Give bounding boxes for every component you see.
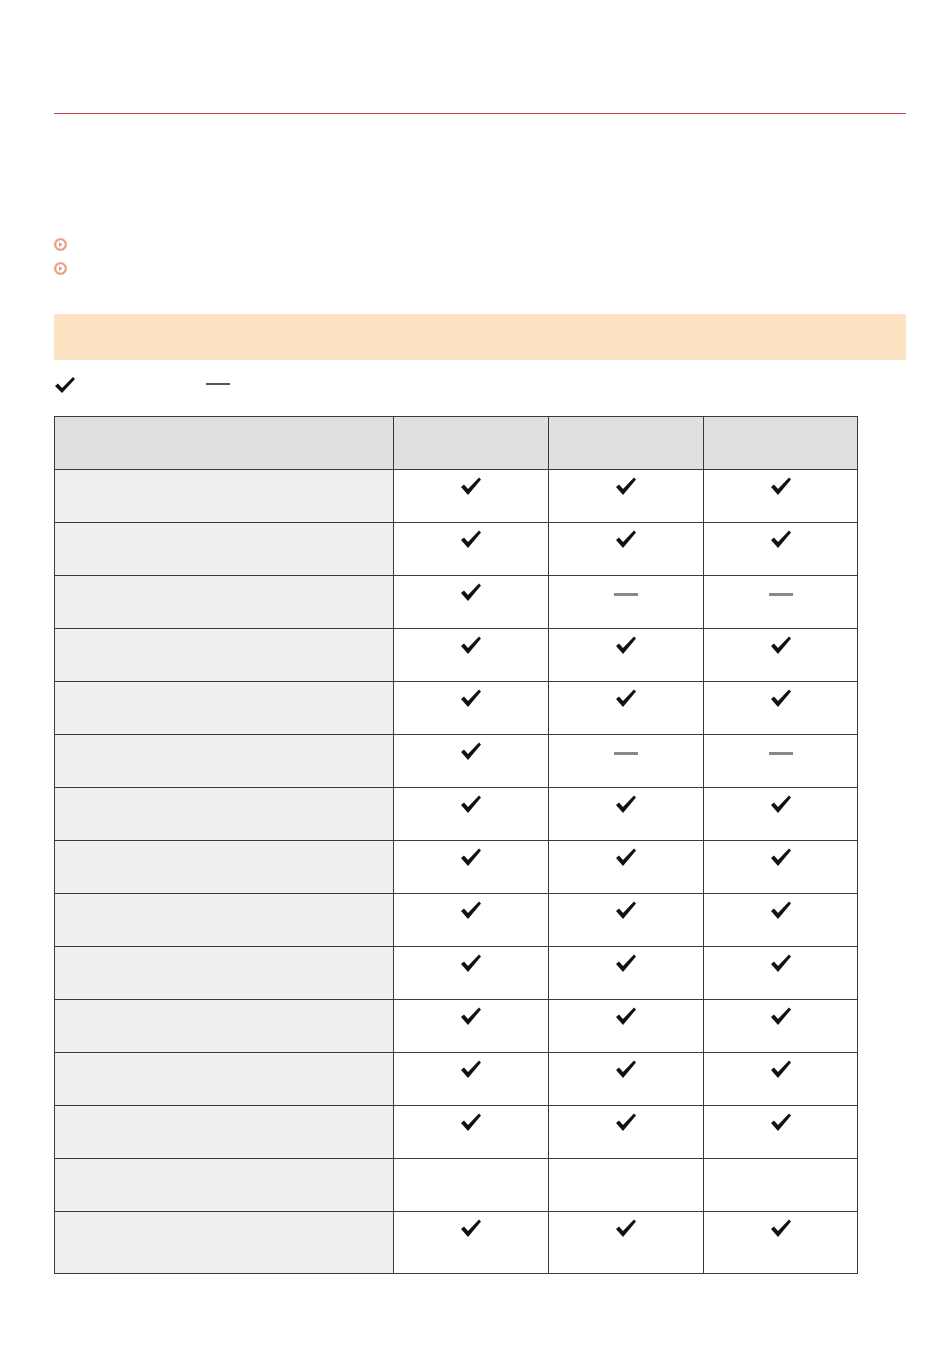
feature-label-cell — [55, 1212, 394, 1274]
check-icon — [460, 688, 482, 713]
feature-label-cell — [55, 576, 394, 629]
check-icon — [460, 476, 482, 501]
title-underline — [54, 113, 906, 114]
support-cell — [394, 523, 549, 576]
check-icon — [615, 1059, 637, 1084]
support-cell — [549, 629, 704, 682]
check-icon — [770, 1112, 792, 1137]
check-icon — [615, 688, 637, 713]
check-icon — [770, 1218, 792, 1243]
feature-label-cell — [55, 523, 394, 576]
support-cell — [704, 682, 858, 735]
support-cell — [704, 1106, 858, 1159]
support-cell — [549, 523, 704, 576]
support-cell — [549, 788, 704, 841]
feature-label-cell — [55, 682, 394, 735]
feature-label-cell — [55, 894, 394, 947]
table-row — [55, 1000, 858, 1053]
check-icon — [460, 529, 482, 554]
check-icon — [460, 1112, 482, 1137]
check-icon — [460, 900, 482, 925]
support-cell — [549, 841, 704, 894]
table-row — [55, 470, 858, 523]
section-heading-banner — [54, 314, 906, 360]
support-cell — [549, 1159, 704, 1212]
table-row — [55, 682, 858, 735]
table-row — [55, 788, 858, 841]
check-icon — [770, 900, 792, 925]
check-icon — [770, 529, 792, 554]
check-icon — [460, 847, 482, 872]
feature-label-cell — [55, 629, 394, 682]
table-row — [55, 841, 858, 894]
check-icon — [460, 1059, 482, 1084]
check-icon — [770, 476, 792, 501]
support-cell — [394, 947, 549, 1000]
support-cell — [549, 1212, 704, 1274]
legend — [54, 375, 354, 395]
check-icon — [615, 476, 637, 501]
support-cell — [394, 1053, 549, 1106]
check-icon — [460, 582, 482, 607]
check-icon — [770, 1059, 792, 1084]
related-link-1[interactable] — [54, 238, 70, 252]
table-row — [55, 947, 858, 1000]
check-icon — [460, 1218, 482, 1243]
support-cell — [394, 1212, 549, 1274]
support-cell — [704, 1159, 858, 1212]
support-cell — [704, 576, 858, 629]
check-icon — [770, 688, 792, 713]
support-cell — [394, 682, 549, 735]
feature-label-cell — [55, 788, 394, 841]
check-icon — [615, 1112, 637, 1137]
support-cell — [394, 470, 549, 523]
table-row — [55, 894, 858, 947]
support-cell — [549, 1000, 704, 1053]
feature-label-cell — [55, 1106, 394, 1159]
support-cell — [394, 841, 549, 894]
table-row — [55, 1053, 858, 1106]
header-cell-col1 — [394, 417, 549, 470]
dash-icon — [769, 593, 793, 596]
check-icon — [460, 953, 482, 978]
check-icon — [54, 376, 76, 399]
support-cell — [549, 735, 704, 788]
dash-icon — [614, 593, 638, 596]
check-icon — [770, 635, 792, 660]
support-cell — [394, 1106, 549, 1159]
table-row — [55, 1212, 858, 1274]
feature-label-cell — [55, 1053, 394, 1106]
support-cell — [394, 894, 549, 947]
support-cell — [549, 576, 704, 629]
feature-label-cell — [55, 470, 394, 523]
support-cell — [394, 629, 549, 682]
related-link-2[interactable] — [54, 262, 70, 276]
feature-label-cell — [55, 1159, 394, 1212]
check-icon — [615, 953, 637, 978]
support-cell — [549, 470, 704, 523]
header-cell-feature — [55, 417, 394, 470]
support-cell — [704, 1053, 858, 1106]
check-icon — [460, 1006, 482, 1031]
support-cell — [704, 629, 858, 682]
feature-label-cell — [55, 841, 394, 894]
feature-label-cell — [55, 947, 394, 1000]
support-cell — [704, 894, 858, 947]
circle-arrow-right-icon — [54, 238, 70, 251]
support-cell — [704, 523, 858, 576]
check-icon — [615, 529, 637, 554]
support-cell — [394, 735, 549, 788]
table-row — [55, 1106, 858, 1159]
check-icon — [460, 741, 482, 766]
support-cell — [549, 894, 704, 947]
table-row — [55, 735, 858, 788]
feature-label-cell — [55, 1000, 394, 1053]
support-cell — [704, 735, 858, 788]
check-icon — [770, 794, 792, 819]
support-cell — [704, 470, 858, 523]
check-icon — [615, 794, 637, 819]
support-cell — [394, 1000, 549, 1053]
check-icon — [460, 794, 482, 819]
dash-icon — [614, 752, 638, 755]
dash-icon — [206, 383, 230, 385]
support-cell — [704, 841, 858, 894]
support-cell — [704, 788, 858, 841]
support-cell — [704, 1212, 858, 1274]
support-cell — [549, 1106, 704, 1159]
check-icon — [615, 635, 637, 660]
check-icon — [615, 900, 637, 925]
support-cell — [394, 576, 549, 629]
check-icon — [615, 1006, 637, 1031]
support-cell — [549, 1053, 704, 1106]
check-icon — [770, 847, 792, 872]
table-row — [55, 576, 858, 629]
support-cell — [549, 682, 704, 735]
check-icon — [460, 635, 482, 660]
feature-label-cell — [55, 735, 394, 788]
circle-arrow-right-icon — [54, 262, 70, 275]
support-cell — [549, 947, 704, 1000]
header-cell-col3 — [704, 417, 858, 470]
header-cell-col2 — [549, 417, 704, 470]
check-icon — [770, 953, 792, 978]
support-cell — [394, 1159, 549, 1212]
check-icon — [615, 1218, 637, 1243]
table-row — [55, 1159, 858, 1212]
check-icon — [770, 1006, 792, 1031]
feature-support-table — [54, 416, 858, 1274]
dash-icon — [769, 752, 793, 755]
table-row — [55, 523, 858, 576]
check-icon — [615, 847, 637, 872]
support-cell — [704, 947, 858, 1000]
support-cell — [394, 788, 549, 841]
table-header-row — [55, 417, 858, 470]
support-cell — [704, 1000, 858, 1053]
table-row — [55, 629, 858, 682]
